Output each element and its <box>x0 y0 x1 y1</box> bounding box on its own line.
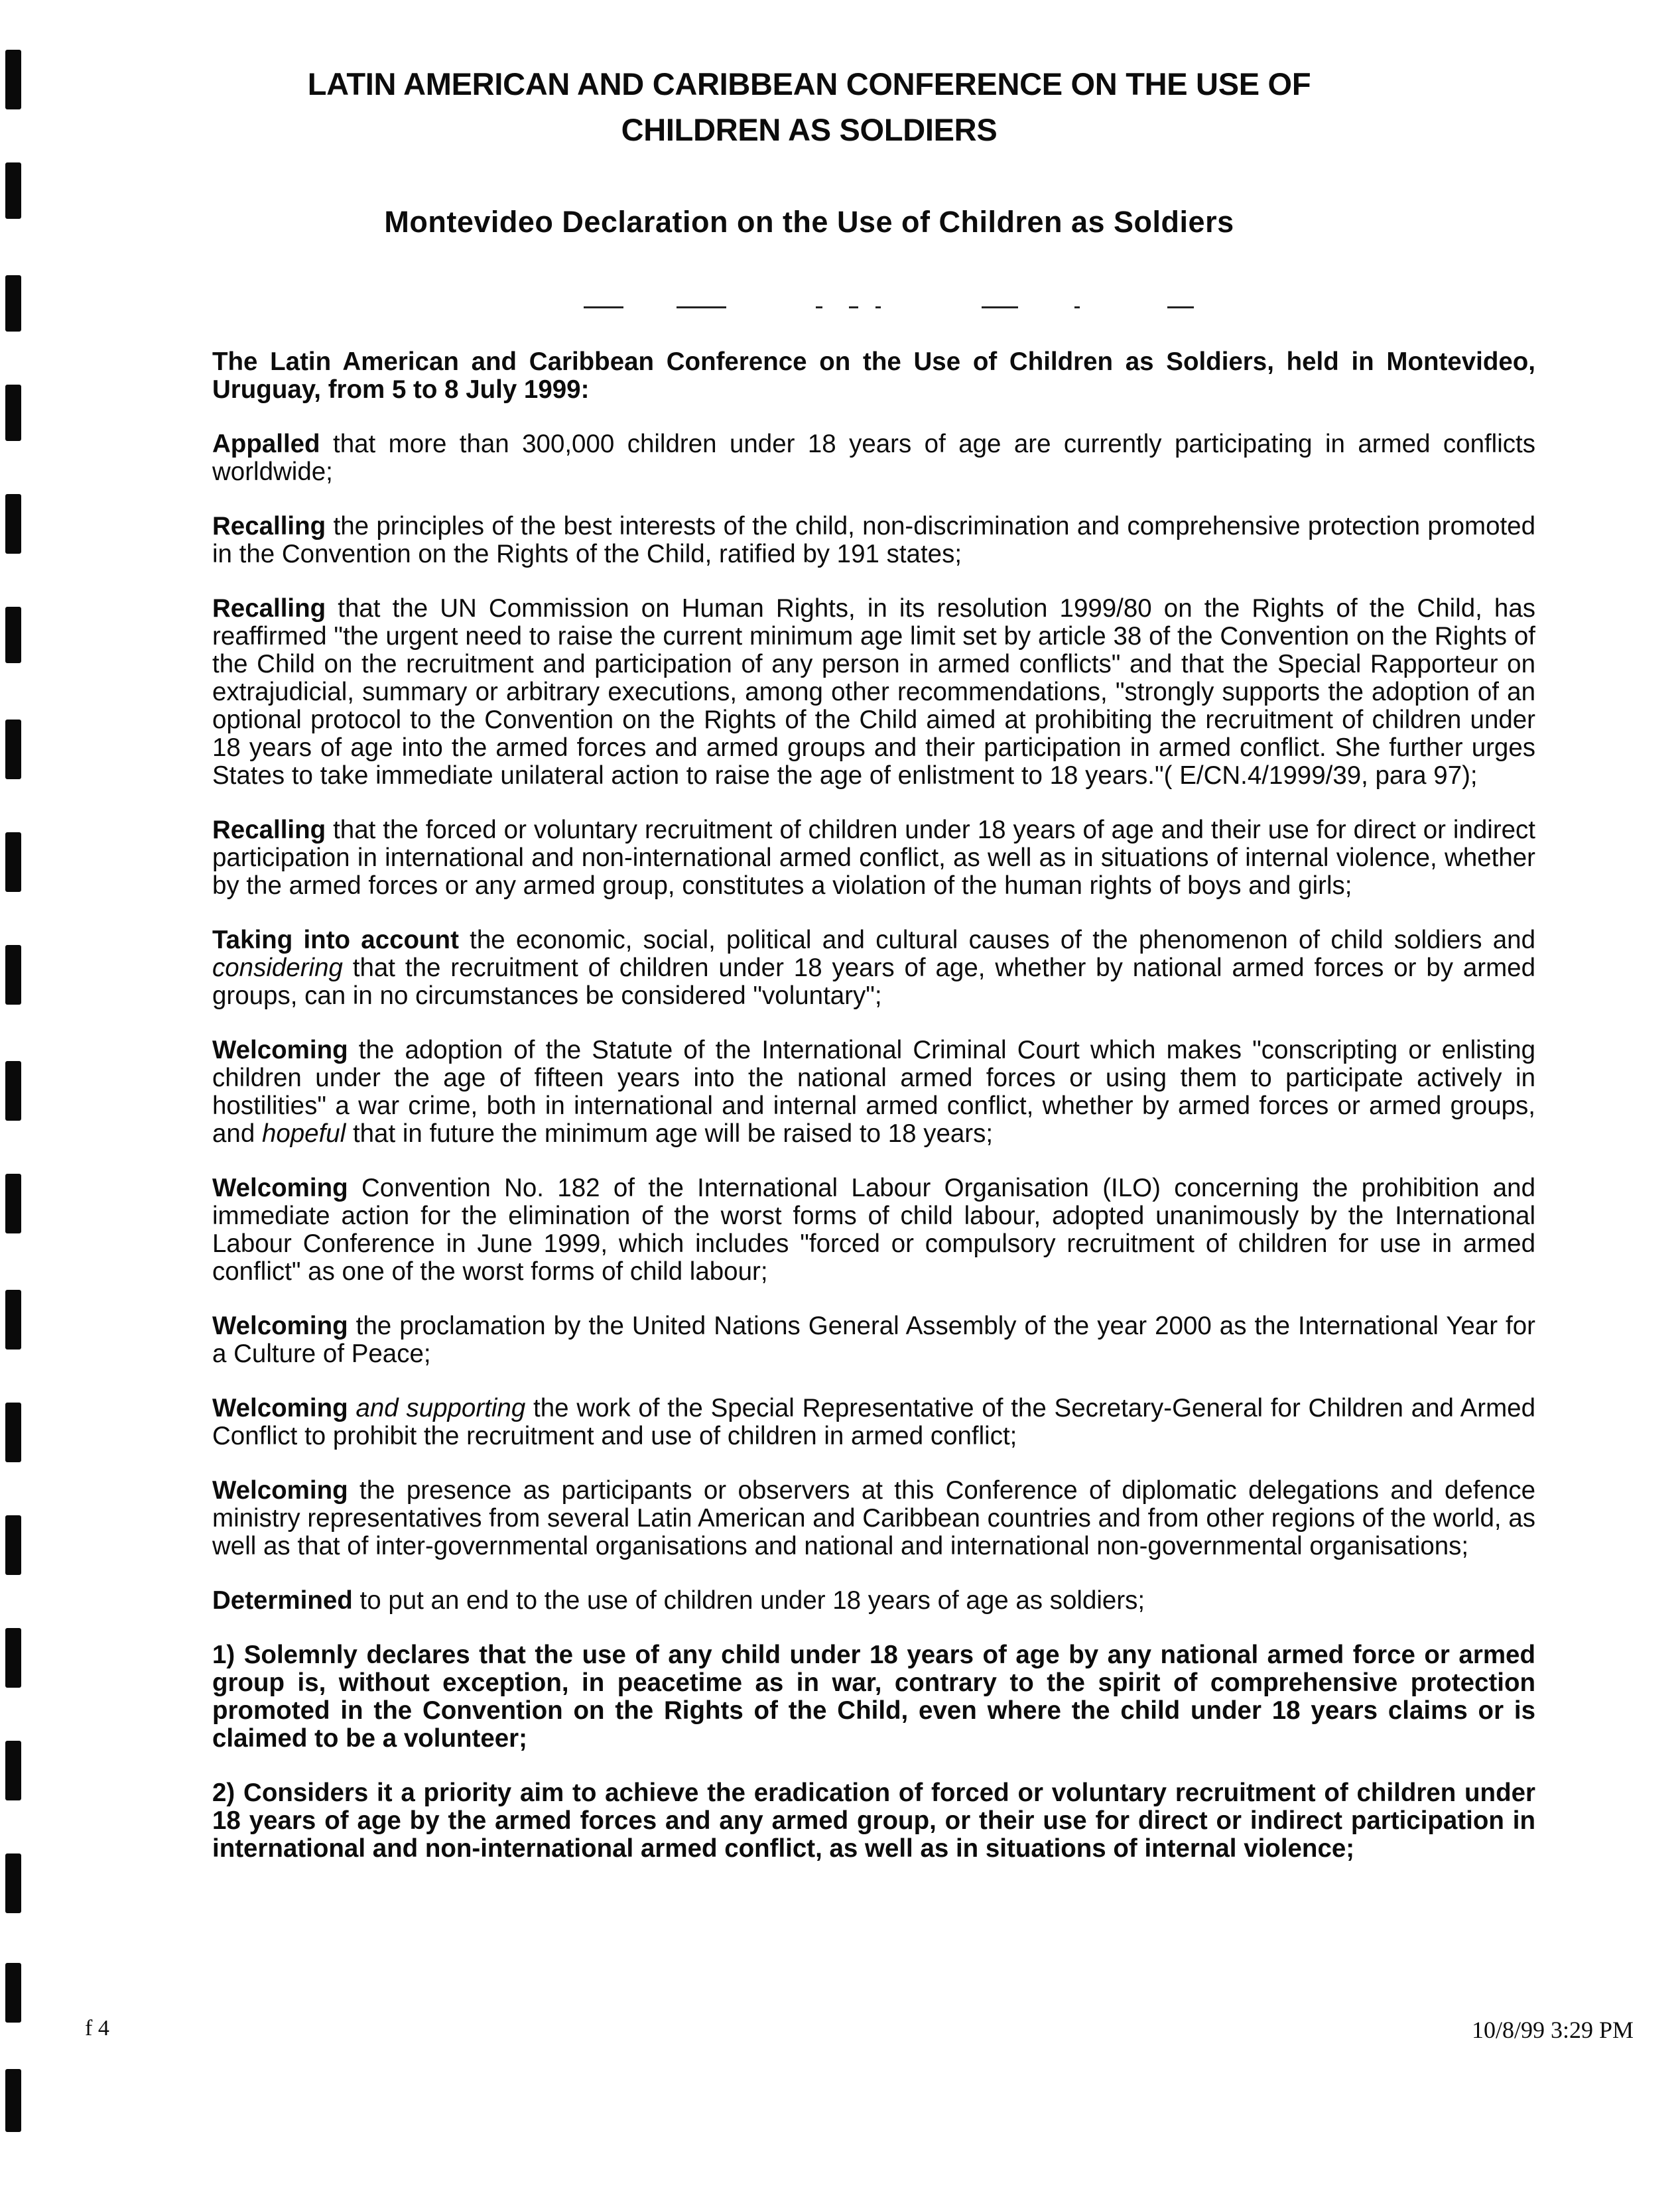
paragraph-text: that the UN Commission on Human Rights, in its resolution 1999/80 on the Rights of the Child, has reaffirmed "the urgent need to raise the current minimum age limit set by article 38 of the Convention on the Rights of the Child on the recruitment and participation of any person in armed conflicts" and that the Special Rapporteur on extrajudicial, summary or arbitrary executions, among other recommendations, "strongly supports the adoption of an optional protocol to the Convention on the Rights of the Child aimed at prohibiting the recruitment of children under 18 years of age into the armed forces and armed groups and their participation in armed conflict. She further urges States to take immediate unilateral action to raise the age of enlistment to 18 years."( E/CN.4/1999/39, para 97); <box>212 594 1535 790</box>
punch-mark <box>5 720 21 779</box>
paragraph-text: that more than 300,000 children under 18 years of age are currently participating in armed conflicts worldwide; <box>212 430 1535 486</box>
paragraph-text: the proclamation by the United Nations General Assembly of the year 2000 as the International Year for a Culture of Peace; <box>212 1312 1535 1368</box>
paragraph-lead: Recalling <box>212 816 326 844</box>
paragraph-text: the principles of the best interests of the child, non-discrimination and comprehensive protection promoted in the Convention on the Rights of the Child, ratified by 191 states; <box>212 512 1535 568</box>
preamble-paragraph <box>212 513 1535 568</box>
punch-mark <box>5 1741 21 1800</box>
paragraph-text: the adoption of the Statute of the International Criminal Court which makes "conscripting or enlisting children under the age of fifteen years into the national armed forces or using them to participate actively in hostilities" a war crime, both in international and internal armed conflict, whether by armed forces or armed groups, and <box>212 1036 1535 1148</box>
preamble-paragraph <box>212 1312 1535 1368</box>
preamble-paragraph <box>212 1477 1535 1560</box>
paragraph-lead: Welcoming <box>212 1174 348 1202</box>
punch-mark <box>5 607 21 663</box>
paragraph-text <box>348 1394 356 1422</box>
preamble-paragraph <box>212 1174 1535 1286</box>
paragraph-italic: hopeful <box>261 1119 346 1148</box>
punch-mark <box>5 385 21 441</box>
punch-mark <box>5 2069 21 2132</box>
paragraph-text: Convention No. 182 of the International Labour Organisation (ILO) concerning the prohibition and immediate action for the elimination of the worst forms of child labour, adopted unanimously by the International Labour Conference in June 1999, which includes "forced or compulsory recruitment of children for use in armed conflict" as one of the worst forms of child labour; <box>212 1174 1535 1286</box>
punch-mark <box>5 945 21 1005</box>
paragraph-text: that the forced or voluntary recruitment of children under 18 years of age and their use for direct or indirect participation in international and non-international armed conflict, as well as in situations of internal violence, whether by the armed forces or any armed group, constitutes a violation of the human rights of boys and girls; <box>212 816 1535 900</box>
preamble-paragraph <box>212 926 1535 1010</box>
paragraph-italic: considering <box>212 954 343 982</box>
document-subtitle: Montevideo Declaration on the Use of Children as Soldiers <box>384 205 1234 239</box>
dashed-separator <box>584 306 1194 310</box>
punch-mark <box>5 1853 21 1913</box>
punch-mark <box>5 1290 21 1350</box>
paragraph-lead: Welcoming <box>212 1036 348 1064</box>
punch-mark <box>5 1403 21 1462</box>
title-line-1: LATIN AMERICAN AND CARIBBEAN CONFERENCE ON THE USE OF <box>307 66 1311 101</box>
preamble-paragraph <box>212 816 1535 900</box>
paragraph-text: the economic, social, political and cultural causes of the phenomenon of child soldiers and <box>458 926 1535 954</box>
preamble-paragraph <box>212 430 1535 486</box>
punch-mark <box>5 275 21 332</box>
paragraph-italic: and supporting <box>355 1394 526 1422</box>
title-line-2: CHILDREN AS SOLDIERS <box>621 112 998 147</box>
preamble-paragraph <box>212 1395 1535 1450</box>
operative-paragraph-2: 2) Considers it a priority aim to achieve the eradication of forced or voluntary recruitment of children under 18 years of age by the armed forces and any armed group, or their use for direct or indirect participation in international and non-international armed conflict, as well as in situations of internal violence; <box>212 1779 1535 1863</box>
paragraph-lead: Welcoming <box>212 1312 348 1340</box>
preamble-paragraph <box>212 1036 1535 1148</box>
paragraph-lead: Recalling <box>212 512 326 540</box>
punch-mark <box>5 1061 21 1121</box>
paragraph-text-continued: that the recruitment of children under 18 years of age, whether by national armed forces or by armed groups, can in no circumstances be considered "voluntary"; <box>212 954 1535 1010</box>
page-number: f 4 <box>85 2016 109 2040</box>
print-timestamp: 10/8/99 3:29 PM <box>1471 2017 1634 2043</box>
paragraph-lead: Recalling <box>212 594 326 623</box>
paragraph-lead: Appalled <box>212 430 320 458</box>
paragraph-lead: Welcoming <box>212 1476 348 1505</box>
punch-mark <box>5 832 21 892</box>
preamble-paragraph <box>212 1587 1535 1615</box>
paragraph-text: to put an end to the use of children under 18 years of age as soldiers; <box>352 1586 1145 1615</box>
punch-mark <box>5 1174 21 1233</box>
declaration-body <box>212 348 1535 1889</box>
punch-mark <box>5 494 21 554</box>
punch-mark <box>5 1628 21 1688</box>
punch-mark <box>5 50 21 109</box>
paragraph-text-continued: that in future the minimum age will be raised to 18 years; <box>346 1119 994 1148</box>
document-title <box>179 61 1439 153</box>
paragraph-text-continued: the work of the Special Representative of the Secretary-General for Children and Armed Conflict to prohibit the recruitment and use of children in armed conflict; <box>212 1394 1535 1450</box>
punch-mark <box>5 1963 21 2023</box>
paragraph-lead: Determined <box>212 1586 353 1615</box>
preamble-paragraph <box>212 595 1535 790</box>
punch-mark <box>5 162 21 219</box>
operative-paragraph-1: 1) Solemnly declares that the use of any child under 18 years of age by any national armed force or armed group is, without exception, in peacetime as in war, contrary to the spirit of comprehensive protection promoted in the Convention on the Rights of the Child, even where the child under 18 years claims or is claimed to be a volunteer; <box>212 1641 1535 1753</box>
paragraph-lead: Welcoming <box>212 1394 348 1422</box>
punch-hole-marks <box>0 0 40 2197</box>
intro-paragraph: The Latin American and Caribbean Conference on the Use of Children as Soldiers, held in Montevideo, Uruguay, from 5 to 8 July 1999: <box>212 347 1535 404</box>
paragraph-text: the presence as participants or observers at this Conference of diplomatic delegations and defence ministry representatives from several Latin American and Caribbean countries and from other regions of the world, as well as that of inter-governmental organisations and national and international non-governmental organisations; <box>212 1476 1535 1560</box>
paragraph-lead: Taking into account <box>212 926 459 954</box>
punch-mark <box>5 1515 21 1575</box>
